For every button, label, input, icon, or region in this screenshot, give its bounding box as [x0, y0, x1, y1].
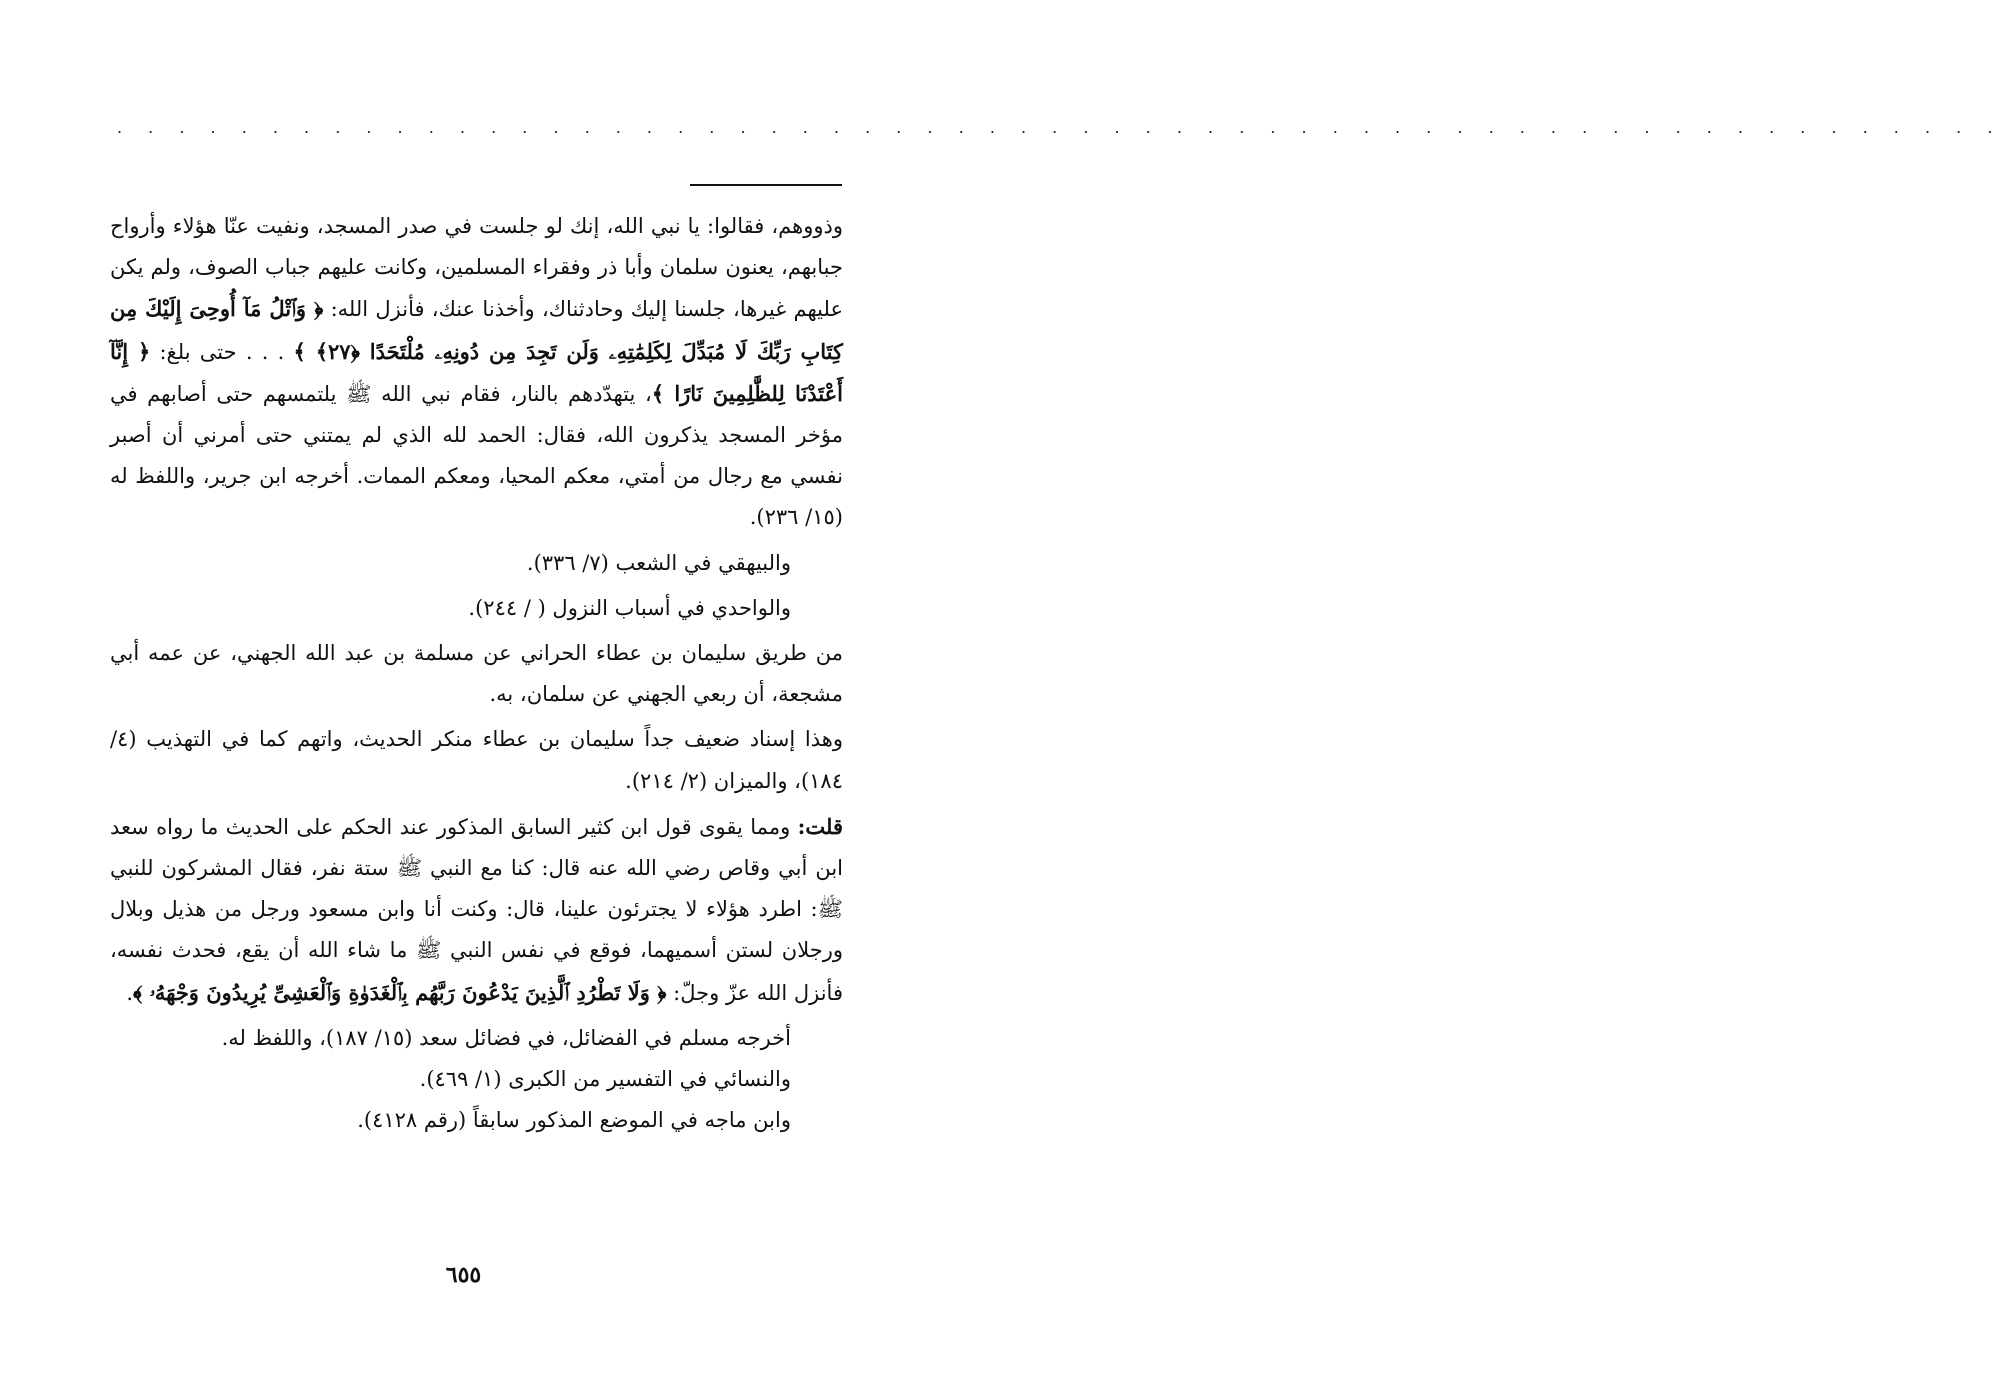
- footnote-rule: [690, 184, 842, 186]
- quran-verse-2: ﴿ إِنَّآ أَعْتَدْنَا لِلظَّٰلِمِينَ نَارًا ﴾: [110, 338, 844, 406]
- paragraph-2: من طريق سليمان بن عطاء الحراني عن مسلمة بن عبد الله الجهني، عن عمه أبي مشجعة، أن ربعي الجهني عن سلمان، به.: [110, 641, 843, 707]
- paragraph-4-text: ومما يقوى قول ابن كثير السابق المذكور عند الحكم على الحديث ما رواه سعد ابن أبي وقاص رضي الله عنه قال: كنا مع النبي ﷺ ستة نفر، فقال المشركون للنبي ﷺ: اطرد هؤلاء لا يجترئون علينا، قال: وكنت أنا وابن مسعود ورجل من هذيل وبلال ورجلان لستن أسميهما، فوقع في نفس النبي ﷺ ما شاء الله أن يقع، فحدث نفسه، فأنزل الله عزّ وجلّ:: [110, 814, 843, 1005]
- citation-muslim: أخرجه مسلم في الفضائل، في فضائل سعد (١٥/ ١٨٧)، واللفظ له.: [221, 1025, 791, 1050]
- page-number: ٦٥٥: [445, 1262, 482, 1288]
- paragraph-4-lead: قلت:: [797, 813, 843, 839]
- paragraph-1-part-1: وذووهم، فقالوا: يا نبي الله، إنك لو جلست في صدر المسجد، ونفيت عنّا هؤلاء وأرواح جبابهم، يعنون سلمان وأبا ذر وفقراء المسلمين، وكانت عليهم جباب الصوف، ولم يكن عليهم غيرها، جلسنا إليك وحادثناك، وأخذنا عنك، فأنزل الله:: [110, 214, 843, 322]
- citation-ibn-majah: وابن ماجه في الموضع المذكور سابقاً (رقم ٤١٢٨).: [357, 1108, 791, 1133]
- paragraph-1-part-3: ، يتهدّدهم بالنار، فقام نبي الله ﷺ يلتمسهم حتى أصابهم في مؤخر المسجد يذكرون الله، فقال: الحمد لله الذي لم يمتني حتى أمرني أن أصبر نفسي مع رجال من أمتي، معكم المحيا، ومعكم الممات. أخرجه ابن جرير، واللفظ له (١٥/ ٢٣٦).: [110, 381, 843, 530]
- paragraph-1: [110, 206, 843, 539]
- body-text: [110, 206, 843, 1141]
- citation-wahidi: والواحدي في أسباب النزول ( / ٢٤٤).: [468, 595, 791, 620]
- citation-bayhaqi: والبيهقي في الشعب (٧/ ٣٣٦).: [526, 550, 791, 575]
- quran-verse-3: ﴿ وَلَا تَطْرُدِ ٱلَّذِينَ يَدْعُونَ رَبَّهُم بِٱلْغَدَوٰةِ وَٱلْعَشِىِّ يُرِيدُونَ وَجْهَهُۥ ﴾: [133, 979, 667, 1005]
- paragraph-4: [110, 806, 843, 1014]
- paragraph-1-part-2: حتى بلغ:: [159, 339, 237, 364]
- quran-verse-1: ﴿ وَٱتْلُ مَآ أُوحِىَ إِلَيْكَ مِن كِتَابِ رَبِّكَ لَا مُبَدِّلَ لِكَلِمَٰتِهِۦ وَلَن تَجِدَ مِن دُونِهِۦ مُلْتَحَدًا ﴿٢٧﴾ ﴾: [110, 296, 843, 364]
- ellipsis: . . .: [245, 339, 294, 364]
- citation-nasai: والنسائي في التفسير من الكبرى (١/ ٤٦٩).: [419, 1067, 791, 1092]
- paragraph-3: وهذا إسناد ضعيف جداً سليمان بن عطاء منكر الحديث، واتهم كما في التهذيب (٤/ ١٨٤)، والميزان (٢/ ٢١٤).: [110, 727, 843, 793]
- paragraph-4-end: .: [126, 980, 134, 1005]
- separator-dots: . . . . . . . . . . . . . . . . . . . . . . . . . . . . . . . . . . . . . . . . . . . . . . . . . . . . . . . . . . . . .: [117, 118, 2003, 137]
